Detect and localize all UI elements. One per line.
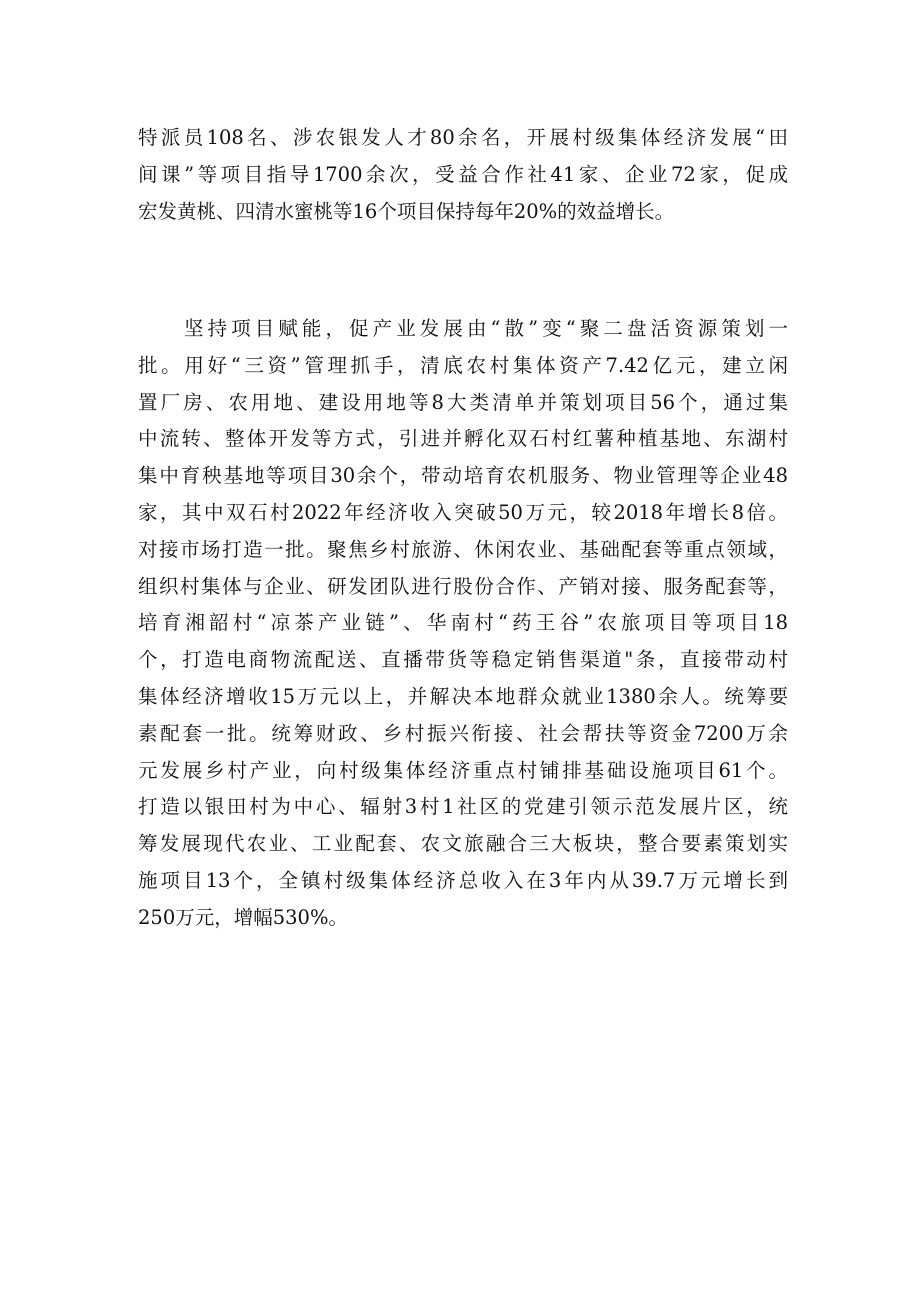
paragraph-line: 对接市场打造一批。聚焦乡村旅游、休闲农业、基础配套等重点领域， — [138, 537, 788, 561]
paragraph-line: 特派员108名、涉农银发人才80余名，开展村级集体经济发展“田 — [138, 126, 788, 149]
paragraph-line: 中流转、整体开发等方式，引进并孵化双石村红薯种植基地、东湖村 — [138, 427, 788, 451]
paragraph-line: 坚持项目赋能，促产业发展由“散”变“聚二盘活资源策划一 — [184, 317, 788, 340]
paragraph-line: 间课”等项目指导1700余次，受益合作社41家、企业72家，促成 — [138, 162, 788, 186]
paragraph-line: 集体经济增收15万元以上，并解决本地群众就业1380余人。统筹要 — [138, 684, 788, 708]
paragraph-line: 家，其中双石村2022年经济收入突破50万元，较2018年增长8倍。 — [138, 500, 788, 524]
paragraph-line: 组织村集体与企业、研发团队进行股份合作、产销对接、服务配套等， — [138, 574, 788, 598]
paragraph-1 — [138, 120, 788, 230]
paragraph-line: 筹发展现代农业、工业配套、农文旅融合三大板块，整合要素策划实 — [138, 832, 788, 856]
paragraph-line: 打造以银田村为中心、辐射3村1社区的党建引领示范发展片区，统 — [138, 795, 788, 819]
paragraph-line: 250万元，增幅530%。 — [138, 905, 348, 929]
paragraph-line: 元发展乡村产业，向村级集体经济重点村铺排基础设施项目61个。 — [138, 758, 788, 782]
paragraph-line: 施项目13个，全镇村级集体经济总收入在3年内从39.7万元增长到 — [138, 868, 788, 892]
paragraph-line: 批。用好“三资”管理抓手，清底农村集体资产7.42亿元，建立闲 — [138, 353, 788, 377]
paragraph-line: 培育湘韶村“凉茶产业链”、华南村“药王谷”农旅项目等项目18 — [138, 611, 788, 635]
paragraph-line: 置厂房、农用地、建设用地等8大类清单并策划项目56个，通过集 — [138, 390, 788, 414]
paragraph-line: 宏发黄桃、四清水蜜桃等16个项目保持每年20%的效益增长。 — [138, 199, 675, 223]
paragraph-line: 素配套一批。统筹财政、乡村振兴衔接、社会帮扶等资金7200万余 — [138, 721, 788, 745]
paragraph-line: 个，打造电商物流配送、直播带货等稳定销售渠道"条，直接带动村 — [138, 648, 788, 672]
paragraph-line: 集中育秧基地等项目30余个，带动培育农机服务、物业管理等企业48 — [138, 464, 788, 488]
paragraph-2 — [138, 311, 788, 937]
